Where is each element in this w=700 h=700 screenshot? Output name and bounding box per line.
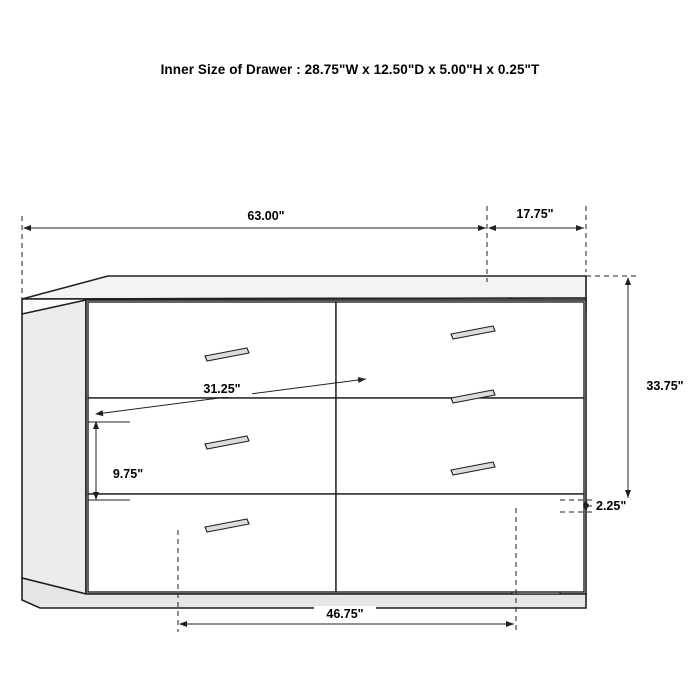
dresser-left-side-panel — [22, 300, 86, 594]
dim-label-base-width: 46.75" — [326, 607, 364, 621]
dresser-top-surface — [22, 276, 586, 299]
dresser-illustration — [22, 276, 586, 608]
dim-label-drawer-width-inner: 31.25" — [203, 382, 241, 396]
dim-label-drawer-height-inner: 9.75" — [112, 467, 144, 481]
dim-label-depth-top: 17.75" — [516, 207, 554, 221]
dim-label-height-right: 33.75" — [646, 379, 684, 393]
drawer-front-bottom-right — [336, 494, 584, 592]
page-title: Inner Size of Drawer : 28.75"W x 12.50"D x 5.00"H x 0.25"T — [160, 62, 540, 77]
dim-label-base-clearance: 2.25" — [596, 499, 627, 513]
drawer-front-top-right — [336, 302, 584, 398]
dim-label-width-top: 63.00" — [247, 209, 285, 223]
drawer-front-bottom-left — [88, 494, 336, 592]
drawer-front-middle-right — [336, 398, 584, 494]
